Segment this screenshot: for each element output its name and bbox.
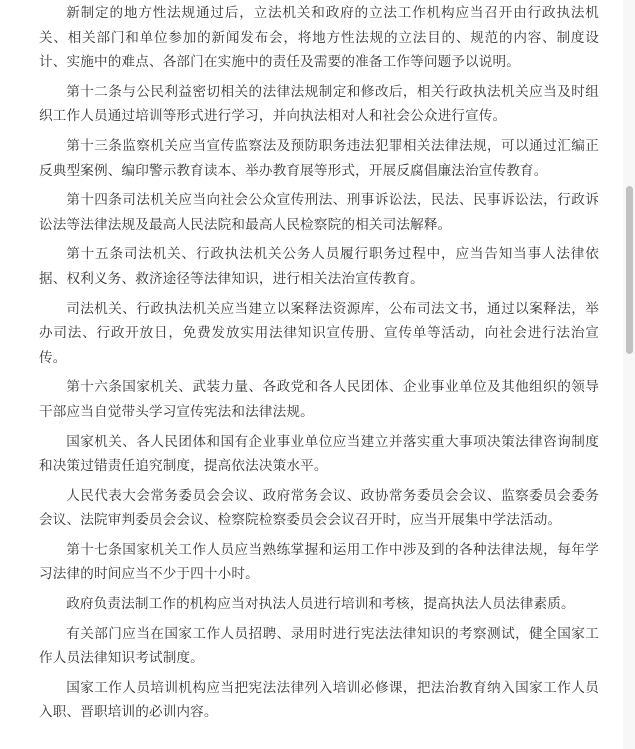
paragraph-article-15-cont: 司法机关、行政执法机关应当建立以案释法资源库，公布司法文书，通过以案释法，举办司法、行政开放日，免费发放实用法律知识宣传册、宣传单等活动，向社会进行法治宣传。 xyxy=(39,300,599,366)
vertical-scrollbar[interactable] xyxy=(623,0,635,749)
paragraph-article-14: 第十四条司法机关应当向社会公众宣传刑法、刑事诉讼法，民法、民事诉讼法，行政诉讼法等法律法规及最高人民法院和最高人民检察院的相关司法解释。 xyxy=(39,192,599,233)
paragraph-article-17-cont-1: 政府负责法制工作的机构应当对执法人员进行培训和考核，提高执法人员法律素质。 xyxy=(66,596,575,613)
paragraph-article-12: 第十二条与公民利益密切相关的法律法规制定和修改后，相关行政执法机关应当及时组织工作人员通过培训等形式进行学习，并向执法相对人和社会公众进行宣传。 xyxy=(39,83,599,125)
paragraph-article-15: 第十五条司法机关、行政执法机关公务人员履行职务过程中，应当告知当事人法律依据、权利义务、救济途径等法律知识，进行相关法治宣传教育。 xyxy=(39,246,599,287)
paragraph-article-13: 第十三条监察机关应当宣传监察法及预防职务违法犯罪相关法律法规，可以通过汇编正反典型案例、编印警示教育读本、举办教育展等形式，开展反腐倡廉法治宣传教育。 xyxy=(39,137,599,179)
paragraph-1: 新制定的地方性法规通过后，立法机关和政府的立法工作机构应当召开由行政执法机关、相关部门和单位参加的新闻发布会，将地方性法规的立法目的、规范的内容、制度设计、实施中的难点、各部门在实施中的责任及需要的准备工作等问题予以说明。 xyxy=(39,5,599,71)
paragraph-article-17: 第十七条国家机关工作人员应当熟练掌握和运用工作中涉及到的各种法律法规，每年学习法律的时间应当不少于四十小时。 xyxy=(39,541,599,583)
paragraph-article-16-cont-1: 国家机关、各人民团体和国有企业事业单位应当建立并落实重大事项决策法律咨询制度和决策过错责任追究制度，提高依法决策水平。 xyxy=(39,433,599,475)
article-body xyxy=(39,0,599,725)
paragraph-article-16-cont-2: 人民代表大会常务委员会会议、政府常务会议、政协常务委员会会议、监察委员会委务会议、法院审判委员会会议、检察院检察委员会会议召开时，应当开展集中学法活动。 xyxy=(39,487,599,529)
paragraph-article-17-cont-3: 国家工作人员培训机构应当把宪法法律列入培训必修课，把法治教育纳入国家工作人员入职、晋职培训的必训内容。 xyxy=(39,679,599,721)
paragraph-article-17-cont-2: 有关部门应当在国家工作人员招聘、录用时进行宪法法律知识的考察测试，健全国家工作人员法律知识考试制度。 xyxy=(39,625,599,667)
scrollbar-thumb[interactable] xyxy=(626,186,633,354)
paragraph-article-16: 第十六条国家机关、武装力量、各政党和各人民团体、企业事业单位及其他组织的领导干部应当自觉带头学习宣传宪法和法律法规。 xyxy=(39,379,599,420)
